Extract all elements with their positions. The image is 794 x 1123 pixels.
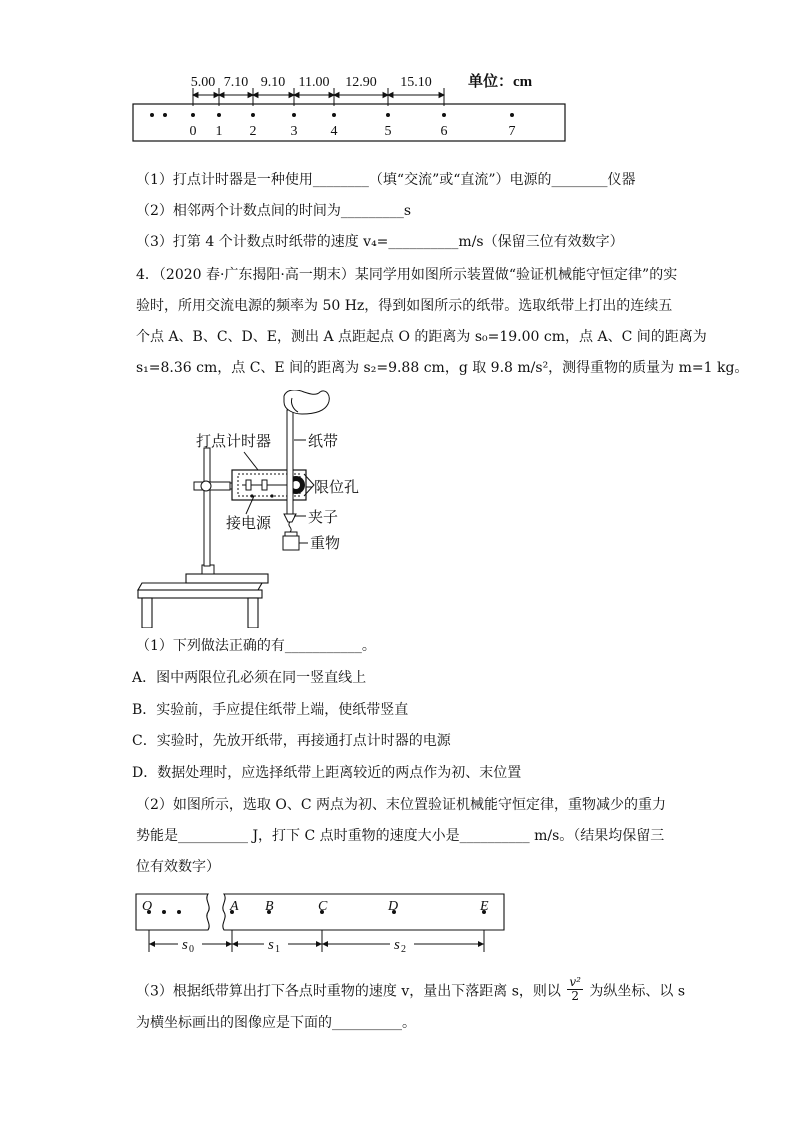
q4-sub1: （1）下列做法正确的有___________。 xyxy=(136,638,376,654)
option-b: B．实验前，手应提住纸带上端，使纸带竖直 xyxy=(132,702,409,718)
point-label: 2 xyxy=(249,124,257,139)
segment-label: 15.10 xyxy=(400,75,432,90)
point-label: 6 xyxy=(440,124,448,139)
paper-tape xyxy=(133,104,565,141)
svg-text:s: s xyxy=(268,937,274,953)
label-clip: 夹子 xyxy=(308,510,339,526)
unit-label: 单位：cm xyxy=(468,74,533,90)
segment-label: 11.00 xyxy=(298,75,330,90)
point-label: 4 xyxy=(330,124,338,139)
sub3-text-before: （3）根据纸带算出打下各点时重物的速度 v，量出下落距离 s，则以 xyxy=(136,983,561,1000)
option-c: C．实验时，先放开纸带，再接通打点计时器的电源 xyxy=(132,733,451,749)
point-label: 7 xyxy=(508,124,516,139)
q4-sub2-line3: 位有效数字） xyxy=(136,859,220,875)
tape-figure-2 xyxy=(132,888,512,960)
q3-sub1: （1）打点计时器是一种使用________（填“交流”或“直流”）电源的________仪器 xyxy=(136,172,636,188)
q4-stem-line1: 4．（2020 春·广东揭阳·高一期末）某同学用如图所示装置做“验证机械能守恒定律”的实 xyxy=(136,267,678,283)
label-timer: 打点计时器 xyxy=(196,434,272,450)
point-label: 1 xyxy=(215,124,223,139)
tape2-point-O: O xyxy=(142,899,153,914)
point-label: 5 xyxy=(384,124,392,139)
label-tape: 纸带 xyxy=(308,434,339,450)
tape2-point-B: B xyxy=(265,899,274,914)
q4-stem-line3: 个点 A、B、C、D、E，测出 A 点距起点 O 的距离为 s₀=19.00 cm，点 A、C 间的距离为 xyxy=(136,329,707,345)
svg-text:s: s xyxy=(394,937,400,953)
svg-text:0: 0 xyxy=(189,944,194,955)
segment-label: 12.90 xyxy=(345,75,377,90)
sub3-text-after: 为纵坐标、以 s xyxy=(589,983,686,1000)
q4-sub3-line1 xyxy=(136,975,686,1005)
label-limit-hole: 限位孔 xyxy=(314,480,360,496)
table xyxy=(138,583,262,628)
label-power: 接电源 xyxy=(226,516,272,532)
tape2-point-D: D xyxy=(388,899,399,914)
fraction-v2-over-2 xyxy=(567,976,583,1003)
tape2-point-C: C xyxy=(318,899,328,914)
q3-sub2: （2）相邻两个计数点间的时间为_________s xyxy=(136,203,412,219)
q4-sub2-line2: 势能是__________ J，打下 C 点时重物的速度大小是__________ m/s。（结果均保留三 xyxy=(136,828,665,844)
q3-sub3: （3）打第 4 个计数点时纸带的速度 v₄=__________m/s（保留三位有效数字） xyxy=(136,234,624,250)
svg-text:2: 2 xyxy=(401,944,406,955)
option-a: A．图中两限位孔必须在同一竖直线上 xyxy=(132,670,367,686)
apparatus-figure xyxy=(134,390,394,628)
q4-stem-line4: s₁=8.36 cm，点 C、E 间的距离为 s₂=9.88 cm，g 取 9.8 m/s²，测得重物的质量为 m=1 kg。 xyxy=(136,360,749,376)
segment-label: 5.00 xyxy=(190,75,216,90)
tape2-point-A: A xyxy=(230,899,239,914)
point-label: 3 xyxy=(290,124,298,139)
fraction-denominator: 2 xyxy=(571,989,579,1003)
segment-label: 7.10 xyxy=(223,75,249,90)
segment-label: 9.10 xyxy=(260,75,286,90)
option-d: D．数据处理时，应选择纸带上距离较近的两点作为初、末位置 xyxy=(132,765,522,781)
tape-figure-1 xyxy=(130,66,590,146)
q4-sub3-line2: 为横坐标画出的图像应是下面的__________。 xyxy=(136,1015,416,1031)
q4-sub2-line1: （2）如图所示，选取 O、C 两点为初、末位置验证机械能守恒定律，重物减少的重力 xyxy=(136,797,666,813)
svg-text:s: s xyxy=(182,937,188,953)
point-label: 0 xyxy=(189,124,197,139)
svg-text:1: 1 xyxy=(275,944,280,955)
label-weight: 重物 xyxy=(310,536,341,552)
tape2-point-E: E xyxy=(480,899,489,914)
fraction-numerator: v² xyxy=(569,975,581,989)
q4-stem-line2: 验时，所用交流电源的频率为 50 Hz，得到如图所示的纸带。选取纸带上打出的连续五 xyxy=(136,298,673,314)
